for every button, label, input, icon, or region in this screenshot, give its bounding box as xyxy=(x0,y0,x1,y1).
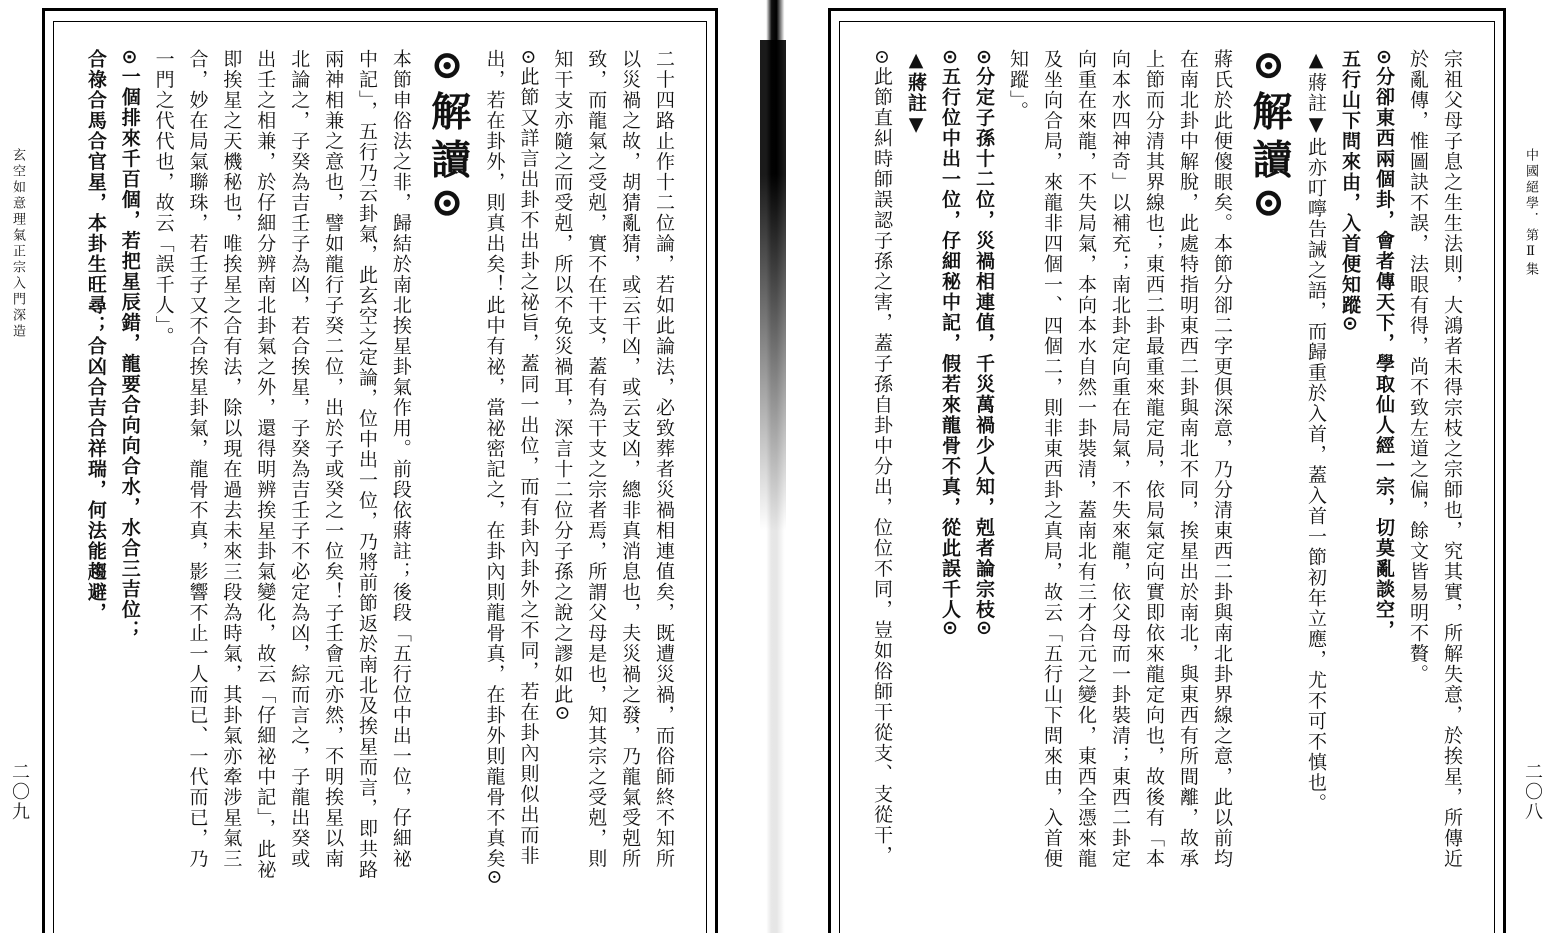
right-page-text xyxy=(865,49,1469,933)
text-column: 兩神相兼之意也，譬如龍行子癸二位，出於子或癸之一位矣！子壬會元亦然，不明挨星以南 xyxy=(322,49,345,869)
text-column: 五行山下問來由，入首便知蹤⊙ xyxy=(1339,49,1361,333)
gutter-shadow xyxy=(760,40,786,933)
text-column: 合，妙在局氣聯珠，若壬子又不合挨星卦氣，龍骨不真，影響不止一人而已、一代而已，乃 xyxy=(186,49,209,869)
text-column: 宗祖父母子息之生生法則，大鴻者未得宗枝之宗師也，究其實，所解失意，於挨星，所傳近 xyxy=(1441,49,1463,869)
text-column: 致，而龍氣之受剋，實不在干支，蓋有為干支之宗者焉，所謂父母是也，知其宗之受剋，則 xyxy=(585,49,608,869)
text-column: 合祿合馬合官星，本卦生旺尋；合凶合吉合祥瑞，何法能趨避， xyxy=(84,49,107,623)
right-page-number: 二〇八 xyxy=(1522,762,1543,822)
text-column: 即挨星之天機秘也，唯挨星之合有法，除以現在過去未來三段為時氣，其卦氣亦牽涉星氣三 xyxy=(220,49,243,869)
section-heading: ⊙解讀⊙ xyxy=(1246,49,1293,229)
right-running-head: 中國絕學．第Ⅱ集 xyxy=(1523,148,1538,278)
text-column: ▲蔣註▼ xyxy=(905,49,927,137)
text-column: 一門之代代也，故云「誤千人」。 xyxy=(152,49,175,347)
text-column: ⊙一個排來千百個，若把星辰錯，龍要合向向合水，水合三吉位； xyxy=(118,49,141,641)
text-column: 出，若在卦外，則真出矣！此中有祕，當祕密記之，在卦內則龍骨真，在卦外則龍骨不真矣⊙ xyxy=(483,49,506,887)
text-column: 知蹤」。 xyxy=(1007,49,1029,122)
text-column: ⊙此節直糾時師誤認子孫之害，蓋子孫自卦中分出，位位不同，豈如俗師干從支、支從干， xyxy=(871,49,893,866)
left-page xyxy=(42,8,718,933)
text-column: 蔣氏於此便傻眼矣。本節分卻二字更俱深意，乃分清東西二卦與南北卦界線之意，此以前均 xyxy=(1211,49,1233,869)
text-column: 出壬之相兼，於仔細分辨南北卦氣之外，還得明辨挨星卦氣變化，故云「仔細祕中記」，此祕 xyxy=(254,49,277,880)
text-column: 在南北卦中解脫，此處特指明東西二卦與南北不同，挨星出於南北，與東西有所間離，故承 xyxy=(1177,49,1199,869)
text-column: 知干支亦隨之而受剋，所以不免災禍耳，深言十二位分子孫之說之謬如此⊙ xyxy=(551,49,574,723)
left-running-head: 玄空如意理氣正宗入門深造 xyxy=(10,148,25,340)
text-column: 本節申俗法之非，歸結於南北挨星卦氣作用。前段依蔣註；後段「五行位中出一位，仔細祕 xyxy=(389,49,412,869)
section-heading: ⊙解讀⊙ xyxy=(424,49,472,229)
text-column: 及坐向合局，來龍非四個一、四個二，則非東西卦之真局，故云「五行山下問來由，入首便 xyxy=(1041,49,1063,869)
text-column: 北論之，子癸為吉壬子為凶，若合挨星，子癸為吉壬子不必定為凶，綜而言之，子龍出癸或 xyxy=(288,49,311,869)
text-column: 中記」，五行乃云卦氣，此玄空之定論，位中出一位，乃將前節返於南北及挨星而言，即共路 xyxy=(355,49,378,880)
text-column: ▲蔣註▼此亦叮嚀告誡之語，而歸重於入首，蓋入首一節初年立應，尤不可不慎也。 xyxy=(1305,49,1327,814)
text-column: ⊙五行位中出一位，仔細秘中記，假若來龍骨不真，從此誤千人⊙ xyxy=(939,49,961,638)
text-column: 上節而分清其界線也；東西二卦最重來龍定局，依局氣定向實即依來龍定向也，故後有「本 xyxy=(1143,49,1165,869)
left-page-number: 二〇九 xyxy=(9,762,30,822)
left-page-text xyxy=(79,49,681,933)
text-column: ⊙此節又詳言出卦不出卦之祕旨，蓋同一出位，而有卦內卦外之不同，若在卦內則似出而非 xyxy=(517,49,540,866)
text-column: 向重在來龍，不失局氣，本向本水自然一卦裝清，蓋南北有三才合元之變化，東西全憑來龍 xyxy=(1075,49,1097,869)
text-column: ⊙分定子孫十二位，災禍相連值，千災萬禍少人知，剋者論宗枝⊙ xyxy=(973,49,995,638)
text-column: 於亂傳，惟圖訣不誤，法眼有得，尚不致左道之偏，餘文皆易明不贅。 xyxy=(1407,49,1429,685)
text-column: 二十四路止作十二位論，若如此論法，必致葬者災禍相連值矣，既遭災禍，而俗師終不知所 xyxy=(653,49,675,869)
right-page xyxy=(828,8,1506,933)
text-column: 以災禍之故，胡猜亂猜，或云干凶，或云支凶，總非真消息也，夫災禍之發，乃龍氣受剋所 xyxy=(619,49,642,869)
text-column: ⊙分卻東西兩個卦，會者傳天下，學取仙人經一宗，切莫亂談空， xyxy=(1373,49,1395,641)
text-column: 向本水四神奇」以補充；南北卦定向重在局氣，不失來龍，依父母而一卦裝清；東西二卦定 xyxy=(1109,49,1131,869)
